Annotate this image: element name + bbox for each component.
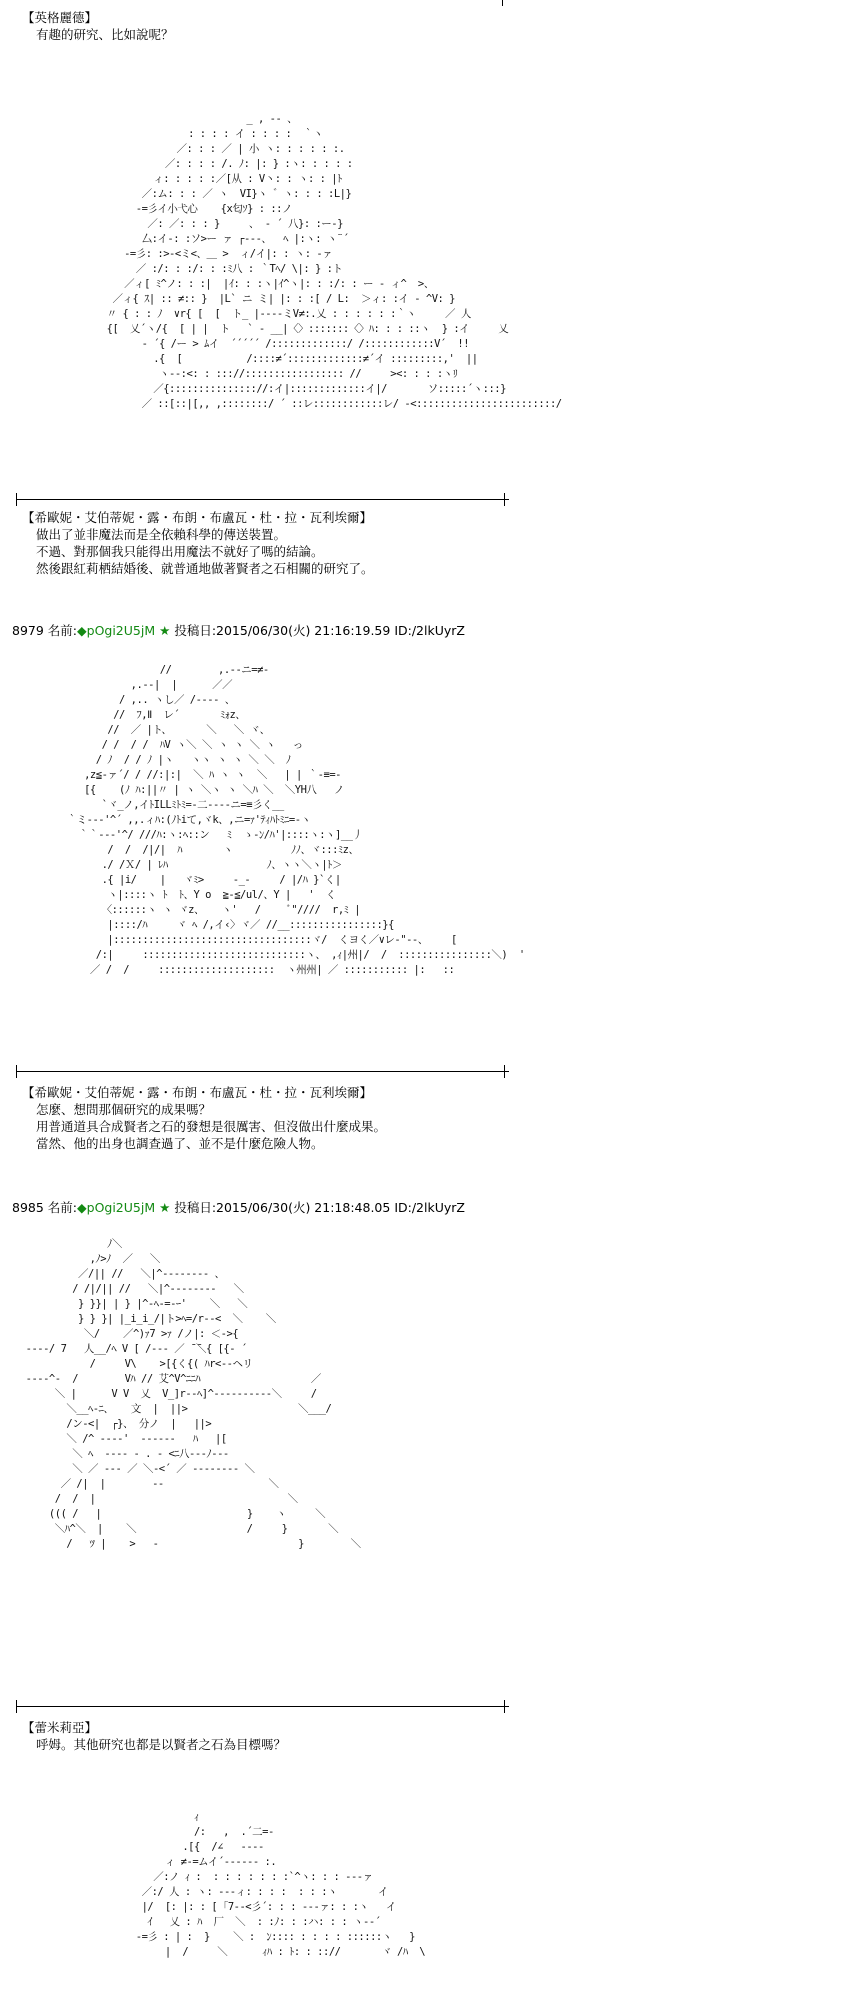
post-date: 2015/06/30(火) 21:18:48.05: [216, 1200, 391, 1215]
dialogue-line: 不過、對那個我只能得出用魔法不就好了嗎的結論。: [36, 544, 324, 559]
dialogue-line: 有趣的研究、比如說呢？: [36, 27, 174, 42]
dialogue-block-3: [22, 1084, 386, 1152]
dialogue-line: 怎麼、想問那個研究的成果嗎？: [36, 1102, 212, 1117]
post-header: [12, 623, 465, 639]
dialogue-block-4: [22, 1719, 286, 1753]
separator-tick: [16, 1700, 17, 1713]
dialogue-block-2: [22, 509, 374, 577]
separator-tick: [504, 493, 505, 506]
dialogue-block-1: [22, 9, 174, 43]
dialogue-line: 呼姆。其他研究也都是以賢者之石為目標嗎？: [36, 1737, 287, 1752]
dialogue-line: 當然、他的出身也調查過了、並不是什麼危險人物。: [36, 1136, 324, 1151]
name-label: 名前:: [47, 623, 78, 638]
dialogue-line: 做出了並非魔法而是全依賴科學的傳送裝置。: [36, 527, 287, 542]
ascii-art-2: // ,.-‐ニ=≠- ,.‐‐| | ／／ / ,.. ヽし／ /‐‐‐‐ 、 // ﾌ,Ⅱ レ´ ﾐｫz、 // ／ |ト、 ＼ ＼ ヾ、 / / / / ﾊV ヽ＼ ＼ ヽ ヽ ＼ ヽ っ / ﾉ / / ﾉ |ヽ ヽヽ ヽ ヽ ＼ ＼ ﾉ ,z≦‐ァ´/ / //:|:| ＼ ﾊ ヽ ヽ ＼ | | ｀‐≡=- [{ (ﾉ ﾊ:||〃 | ヽ ＼ヽ ヽ ＼ﾊ ＼ ＼YH八 ノ `ヾ_ノ,イﾄILLﾐﾄﾐ=‐二‐‐‐‐ニ=≡彡く__ ｀ミ‐-‐'^´ ,,.ィﾊ:(ﾉﾄiて,ヾk、,ニ=ｧ'ﾃｨﾊﾄﾐﾆ=‐ヽ ｀｀‐-‐'^/ ///ﾊ:ヽ:ﾍ::ン ﾐ ゝ‐ﾝ/ﾊ'|::::ヽ:ヽ]__丿 / / /|/| ﾊ ヽ ﾉﾉ、ヾ:::ﾐz、 ./ /Ｘ/ | ﾚﾊ ﾉ、ヽヽ＼ヽ|ﾄ＞ .{ |i/ | ヾﾐ> ‐_- / |/ﾊ }`く| ヽ|::::ヽ ﾄ ﾄ、Y o ≧‐≦/ul/、Y | ' く 〈::::::ヽ ヽ ヾz、 ヽ' / ﾞ"//// r,ﾐ | |::::/ﾊ ヾ ﾍ /,イ‹〉ヾ／ //__::::::::::::::::}{ |::::::::::::::::::::::::::::::::::ヾ/ くヨく／∨レ‐"‐‐、 [ /:| ::::::::::::::::::::::::::::ヽ、 ,ｨ|州|/ / ::::::::::::::::＼) ' ／ / / :::::::::::::::::::: ヽ州州| ／ ::::::::::: |: ::: [66, 664, 525, 976]
dialogue-line: 用普通道具合成賢者之石的發想是很厲害、但沒做出什麼成果。: [36, 1119, 387, 1134]
separator-tick: [504, 1065, 505, 1078]
separator-rule: [16, 1071, 509, 1072]
ascii-art-4: ｨ /: , .´二=- .[{ /∠ ‐‐‐‐ ィ ≠‐=ムイ´‐‐‐‐‐‐ :. ／:ノ ｨ : : : : : : : :`^ヽ: : : ‐‐‐ァ ／:/ 人 : ヽ: ‐‐‐ィ: : : : : : :ヽ イ |/ [: |: : [ ｢7‐‐<彡´: : : ‐‐‐ァ: : :ヽ イ ｲ 乂 : ﾊ 厂 ＼ : :ﾉ: : :ハ: : : ヽ‐‐´ ‐=彡 : | : } ＼ : ﾝ:::: : : : : ::::::ヽ } | / ＼ ｨﾊ : ﾄ: : ::// ヾ /ﾊ \: [135, 1811, 426, 1958]
tripcode-link[interactable]: ◆pOgi2U5jM: [77, 623, 156, 638]
speaker-name: 【蕾米莉亞】: [22, 1720, 98, 1735]
post-id: ID:/2lkUyrZ: [394, 623, 465, 638]
post-id: ID:/2lkUyrZ: [394, 1200, 465, 1215]
name-label: 名前:: [47, 1200, 78, 1215]
separator-rule: [16, 499, 509, 500]
speaker-name: 【英格麗德】: [22, 10, 98, 25]
speaker-name: 【希歐妮・艾伯蒂妮・露・布朗・布盧瓦・杜・拉・瓦利埃爾】: [22, 1085, 373, 1100]
post-number: 8979: [12, 623, 44, 638]
tripcode-link[interactable]: ◆pOgi2U5jM: [77, 1200, 156, 1215]
post-number: 8985: [12, 1200, 44, 1215]
date-label: 投稿日:: [174, 623, 217, 638]
separator-rule: [16, 1706, 509, 1707]
post-header: [12, 1200, 465, 1216]
ascii-art-3: ﾉ＼ ,ﾉ>ﾉ ／ ＼ ／/|| // ＼|^‐‐‐‐‐‐‐‐ 、 / /|/|| // ＼|^‐‐‐‐‐‐‐‐ ＼ } }}| | } |^‐ﾍ‐=‐ｰ' ＼ ＼ } } }| |_i_i_/|ト>ﾍ=/r‐‐< ＼ ＼ ＼/ ／^)ｧ7 >ｧ /ノ|: ＜‐>{ ‐‐‐‐/ 7 人__/ﾍ V [ /‐‐‐ ／ ̄ ̄＼{ [{‐ ´ / V\ >[{く{( ﾊr<‐‐ヘリ ‐‐‐‐^‐ / Vﾊ // 艾^V^ﾆﾆﾊ ／ ＼ | V V 乂 V_]r‐‐ﾍ]^‐‐‐‐‐‐‐‐‐‐＼ / ＼__ﾍ‐ﾆ、 文 | ||> ＼___/ /ン‐<| ┌}、 分ノ | ||> ＼ /^ ‐‐‐‐' ‐‐‐‐‐‐ ﾊ |[ ＼ ﾍ ‐‐‐‐ ‐ . ‐ <ﾆ八‐‐‐ﾉ‐‐‐ ＼ ／ ‐‐‐ ／ ＼‐<´ ／ ‐‐‐‐‐‐‐‐ ＼ ／ /| | ‐‐ ＼ / / | ＼ ((( / | } ヽ ＼ ＼ﾊ^＼ | ＼ / } ＼ / ﾂ | > ‐ } ＼: [25, 1238, 361, 1550]
star-icon: ★: [159, 623, 171, 638]
post-date: 2015/06/30(火) 21:16:19.59: [216, 623, 391, 638]
separator-tick: [504, 1700, 505, 1713]
rule-top-tick: [502, 0, 503, 6]
date-label: 投稿日:: [174, 1200, 217, 1215]
star-icon: ★: [159, 1200, 171, 1215]
dialogue-line: 然後跟紅莉栖結婚後、就普通地做著賢者之石相關的研究了。: [36, 561, 374, 576]
ascii-art-1: _ , ‐‐ 、 : : : : イ : : : : ｀ヽ ／: : : ／ | 小 ヽ: : : : : :. ／: : : : /. ﾉ: |: } :ヽ: : : : : ィ: : : : :／[从 : V丶: : ヽ: : |ﾄ ／:ム: : : ／ ヽ VI}ヽ ゛ヽ: : : :L|} ‐=彡イ小弋心 {x匂ｿ} : ::ノ ／: ／: : : } 、 ‐ ´ 八}: :ー‐} 厶:イ‐: :ソ>ー ァ ┌‐‐‐、 ﾍ |:ヽ: ヽ¨´ ‐=彡: :>‐<ミ<、＿ > ィ/イ|: : ヽ: ‐ァ ／ :/: : :/: : :ﾐ八 : ｀Tﾍ/ \|: } :ト ／ィ[ ﾐ^ノ: : :| |ｲ: : :ヽ|ｲ^ヽ|: : :/: : ー ‐ ィ^ >、 ／ィ{ ｽ| :: ≠:: } |L` ニ ミ| |: : :[ / L: ＞ィ: :イ ‐ ^V: } 〃 { : : ﾉ ∨r{ [ [ ト_ |‐‐‐‐ミV≠:.乂 : : : : : :｀ヽ ／ 人 {[ 乂´ヽ/{ [ | | ト ` ‐ __|〈〉:::::::〈〉ﾊ: : : ::ヽ } :イ 乂 ‐ ´{ /ー > ﾑイ ´´´´´ /:::::::::::::/ /::::::::::::V´ !! .{ [ /::::≠´:::::::::::::≠´イ :::::::::,' || ヽ‐‐:<: : ::://::::::::::::::::: // ><: : : :ヽﾘ ／{::::::::::::::://:イ|:::::::::::::イ|/ ソ:::::´ヽ:::} ／ ::[::|[,, ,::::::::/ ´ ::レ::::::::::::レ/ ‐<::::::::::::::::::::::::/: [106, 113, 562, 410]
speaker-name: 【希歐妮・艾伯蒂妮・露・布朗・布盧瓦・杜・拉・瓦利埃爾】: [22, 510, 373, 525]
separator-tick: [16, 1065, 17, 1078]
separator-tick: [16, 493, 17, 506]
